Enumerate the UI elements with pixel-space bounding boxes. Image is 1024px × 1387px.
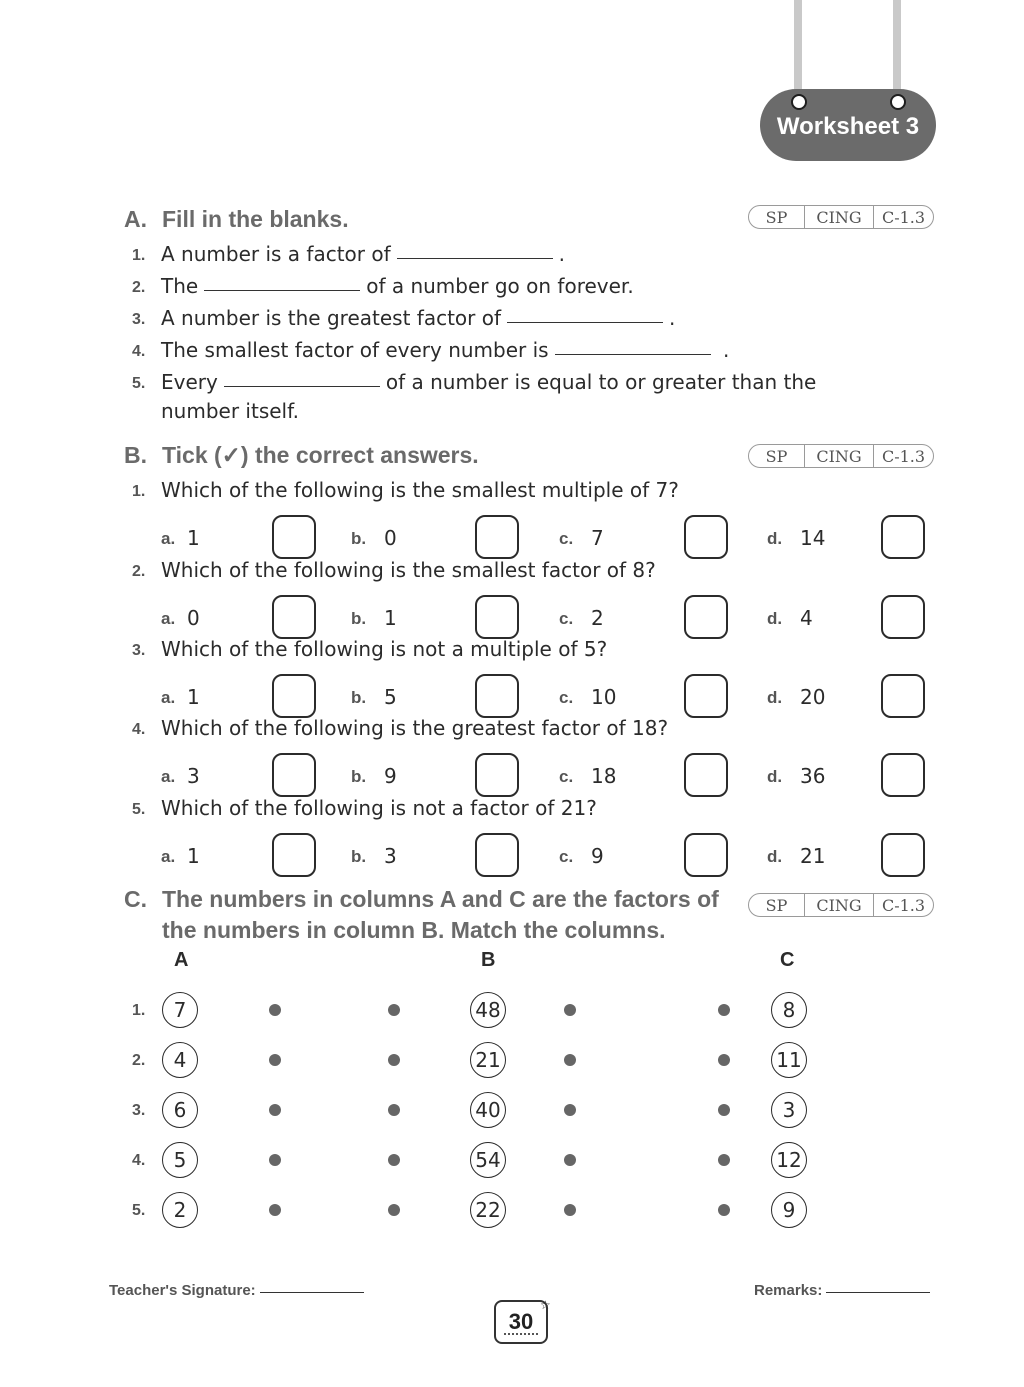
match-dot[interactable] (564, 1004, 576, 1016)
option-value: 0 (384, 526, 397, 550)
section-b-heading (124, 442, 479, 469)
option-letter: a. (161, 847, 176, 866)
question-text: Which of the following is the greatest factor of 18? (161, 716, 669, 740)
option-value: 10 (591, 685, 617, 709)
option-letter: a. (161, 609, 176, 628)
page-number: 30 (494, 1300, 548, 1344)
section-a-title: Fill in the blanks. (162, 206, 349, 232)
star-icon: ☆ (540, 1298, 551, 1312)
badge-cing: CING (805, 206, 874, 228)
match-dot[interactable] (718, 1054, 730, 1066)
column-a-value: 5 (162, 1142, 198, 1178)
column-c-value: 3 (771, 1092, 807, 1128)
option-letter: b. (351, 609, 367, 628)
option-letter: d. (767, 767, 783, 786)
section-a-heading (124, 206, 349, 233)
option-value: 9 (591, 844, 604, 868)
teacher-signature: Teacher's Signature: (109, 1282, 364, 1299)
option-value: 9 (384, 764, 397, 788)
section-b-badge (748, 444, 934, 468)
fill-item-5-cont: number itself. (161, 399, 300, 423)
section-c-heading (124, 886, 719, 913)
blank-line[interactable] (224, 386, 380, 387)
tag-ring-right (890, 94, 906, 110)
tick-box[interactable] (881, 595, 925, 639)
match-dot[interactable] (269, 1154, 281, 1166)
item-number: 4. (132, 343, 146, 360)
question-number: 4. (132, 721, 146, 738)
signature-line[interactable] (260, 1292, 364, 1293)
badge-code: C-1.3 (881, 207, 926, 227)
section-c-title: The numbers in columns A and C are the factors of (162, 886, 719, 912)
blank-line[interactable] (507, 322, 663, 323)
section-b-letter: B. (124, 442, 147, 468)
column-c-value: 8 (771, 992, 807, 1028)
tick-box[interactable] (881, 674, 925, 718)
column-a-value: 2 (162, 1192, 198, 1228)
question-number: 1. (132, 483, 146, 500)
question-number: 5. (132, 801, 146, 818)
fill-item-5: Every of a number is equal to or greater than the (161, 370, 817, 394)
tick-box[interactable] (272, 833, 316, 877)
match-dot[interactable] (388, 1104, 400, 1116)
match-dot[interactable] (564, 1054, 576, 1066)
option-value: 1 (187, 844, 200, 868)
blank-line[interactable] (397, 258, 553, 259)
option-letter: c. (559, 847, 574, 866)
match-dot[interactable] (269, 1054, 281, 1066)
section-c-letter: C. (124, 886, 147, 912)
badge-code: C-1.3 (881, 446, 926, 466)
question-text: Which of the following is the smallest factor of 8? (161, 558, 656, 582)
item-number: 3. (132, 311, 146, 328)
question-number: 2. (132, 563, 146, 580)
option-value: 1 (384, 606, 397, 630)
question-text: Which of the following is the smallest multiple of 7? (161, 478, 679, 502)
column-b-value: 21 (470, 1042, 506, 1078)
option-letter: d. (767, 609, 783, 628)
tick-box[interactable] (475, 674, 519, 718)
row-number: 2. (132, 1052, 146, 1069)
section-b-title: Tick (✓) the correct answers. (162, 442, 479, 468)
tick-box[interactable] (684, 833, 728, 877)
match-dot[interactable] (269, 1004, 281, 1016)
option-value: 21 (800, 844, 826, 868)
option-value: 18 (591, 764, 617, 788)
item-number: 2. (132, 279, 146, 296)
option-letter: d. (767, 529, 783, 548)
match-dot[interactable] (388, 1204, 400, 1216)
blank-line[interactable] (555, 354, 711, 355)
option-value: 1 (187, 526, 200, 550)
match-dot[interactable] (564, 1104, 576, 1116)
question-number: 3. (132, 642, 146, 659)
tick-box[interactable] (684, 595, 728, 639)
item-number: 1. (132, 247, 146, 264)
fill-item-2: The of a number go on forever. (161, 274, 634, 298)
column-a-value: 6 (162, 1092, 198, 1128)
badge-sp: SP (749, 206, 805, 228)
column-b-header: B (481, 949, 496, 971)
row-number: 3. (132, 1102, 146, 1119)
tick-box[interactable] (684, 674, 728, 718)
option-letter: a. (161, 688, 176, 707)
tick-box[interactable] (475, 833, 519, 877)
tick-box[interactable] (272, 674, 316, 718)
badge-cing: CING (805, 894, 874, 916)
tag-ring-left (791, 94, 807, 110)
question-text: Which of the following is not a multiple of 5? (161, 637, 608, 661)
option-value: 5 (384, 685, 397, 709)
option-letter: d. (767, 688, 783, 707)
option-letter: b. (351, 688, 367, 707)
tick-box[interactable] (881, 833, 925, 877)
section-a-letter: A. (124, 206, 147, 232)
tick-box[interactable] (684, 515, 728, 559)
option-value: 36 (800, 764, 826, 788)
option-value: 0 (187, 606, 200, 630)
option-letter: c. (559, 529, 574, 548)
item-number: 5. (132, 375, 146, 392)
section-c-title-cont: the numbers in column B. Match the columns. (162, 917, 666, 943)
option-letter: d. (767, 847, 783, 866)
option-letter: b. (351, 847, 367, 866)
badge-sp: SP (749, 894, 805, 916)
column-a-value: 4 (162, 1042, 198, 1078)
tag-string-left (794, 0, 802, 100)
remarks-line[interactable] (826, 1292, 930, 1293)
tick-box[interactable] (475, 595, 519, 639)
badge-cing: CING (805, 445, 874, 467)
section-c-badge (748, 893, 934, 917)
column-b-value: 40 (470, 1092, 506, 1128)
match-dot[interactable] (718, 1004, 730, 1016)
badge-code: C-1.3 (881, 895, 926, 915)
option-letter: a. (161, 767, 176, 786)
option-value: 1 (187, 685, 200, 709)
column-c-value: 9 (771, 1192, 807, 1228)
option-value: 2 (591, 606, 604, 630)
tick-box[interactable] (475, 753, 519, 797)
option-letter: b. (351, 529, 367, 548)
fill-item-4: The smallest factor of every number is . (161, 338, 730, 362)
match-dot[interactable] (388, 1154, 400, 1166)
tag-string-right (893, 0, 901, 100)
option-value: 14 (800, 526, 826, 550)
fill-item-3: A number is the greatest factor of . (161, 306, 676, 330)
option-letter: c. (559, 688, 574, 707)
option-value: 20 (800, 685, 826, 709)
row-number: 5. (132, 1202, 146, 1219)
option-value: 3 (187, 764, 200, 788)
match-dot[interactable] (718, 1204, 730, 1216)
tick-box[interactable] (881, 753, 925, 797)
column-c-header: C (780, 949, 795, 971)
column-b-value: 54 (470, 1142, 506, 1178)
option-value: 4 (800, 606, 813, 630)
tick-box[interactable] (684, 753, 728, 797)
tick-box[interactable] (881, 515, 925, 559)
fill-item-1: A number is a factor of . (161, 242, 565, 266)
tick-box[interactable] (272, 595, 316, 639)
tick-box[interactable] (272, 753, 316, 797)
column-a-value: 7 (162, 992, 198, 1028)
badge-sp: SP (749, 445, 805, 467)
option-letter: b. (351, 767, 367, 786)
column-b-value: 22 (470, 1192, 506, 1228)
match-dot[interactable] (718, 1154, 730, 1166)
column-c-value: 11 (771, 1042, 807, 1078)
match-dot[interactable] (388, 1054, 400, 1066)
question-text: Which of the following is not a factor of 21? (161, 796, 597, 820)
match-dot[interactable] (718, 1104, 730, 1116)
option-value: 7 (591, 526, 604, 550)
match-dot[interactable] (269, 1204, 281, 1216)
tick-box[interactable] (272, 515, 316, 559)
column-c-value: 12 (771, 1142, 807, 1178)
match-dot[interactable] (564, 1204, 576, 1216)
section-a-badge (748, 205, 934, 229)
worksheet-tag: Worksheet 3 (760, 89, 936, 161)
option-letter: a. (161, 529, 176, 548)
row-number: 4. (132, 1152, 146, 1169)
match-dot[interactable] (564, 1154, 576, 1166)
option-letter: c. (559, 609, 574, 628)
match-dot[interactable] (269, 1104, 281, 1116)
match-dot[interactable] (388, 1004, 400, 1016)
option-letter: c. (559, 767, 574, 786)
page-dots (504, 1333, 538, 1339)
column-a-header: A (174, 949, 189, 971)
row-number: 1. (132, 1002, 146, 1019)
tick-box[interactable] (475, 515, 519, 559)
blank-line[interactable] (204, 290, 360, 291)
option-value: 3 (384, 844, 397, 868)
remarks: Remarks: (754, 1282, 930, 1299)
column-b-value: 48 (470, 992, 506, 1028)
